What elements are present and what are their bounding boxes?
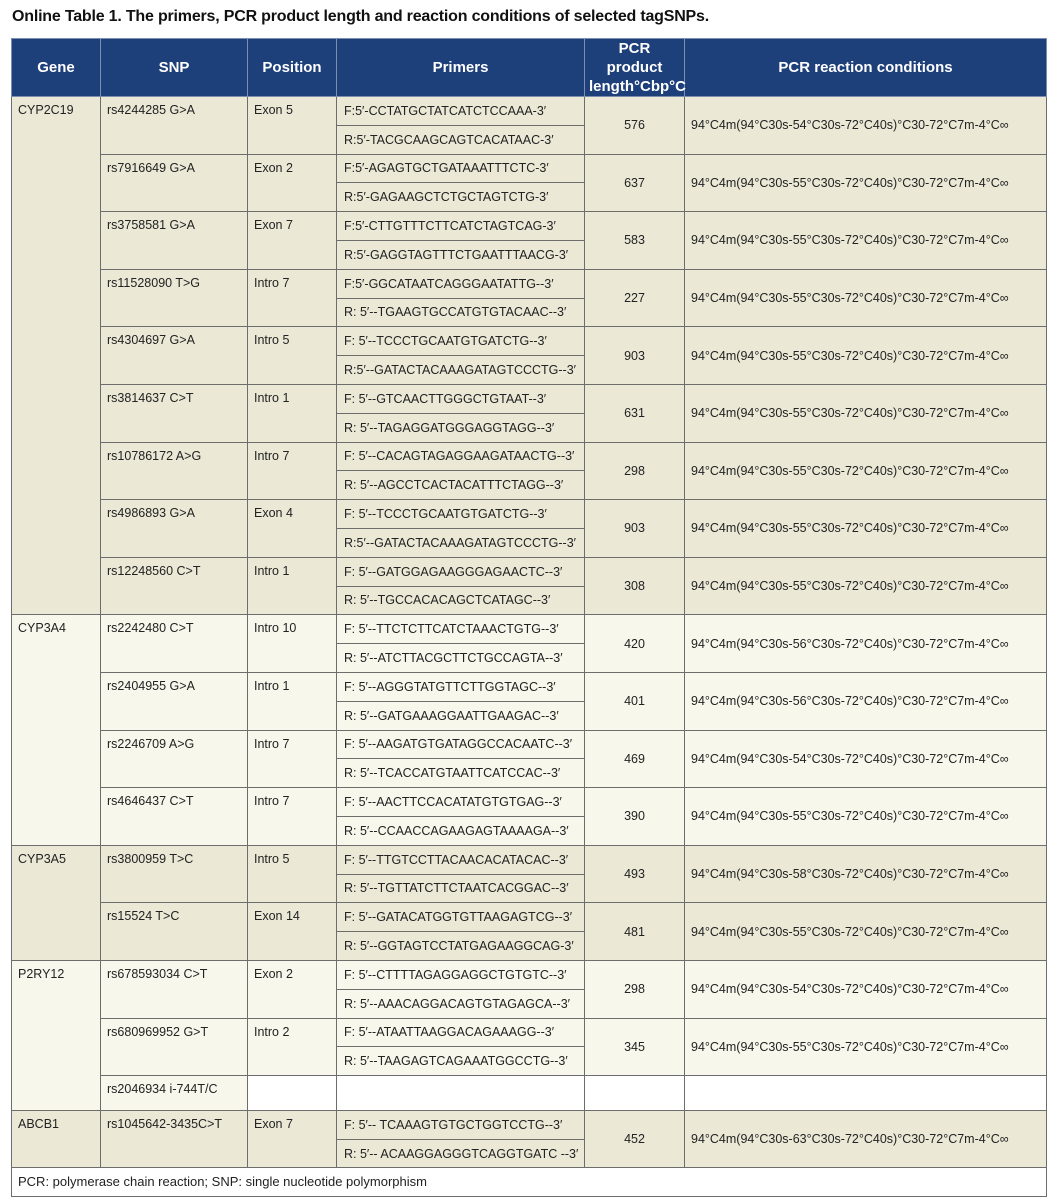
length-cell: 452 xyxy=(585,1110,685,1168)
length-cell: 345 xyxy=(585,1018,685,1076)
position-cell: Exon 7 xyxy=(248,212,337,270)
forward-primer-cell: F: 5′--TTGTCCTTACAACACATACAC--3′ xyxy=(337,845,585,874)
length-cell: 227 xyxy=(585,269,685,327)
forward-primer-cell: F:5′-CCTATGCTATCATCTCCAAA-3′ xyxy=(337,97,585,126)
conditions-cell: 94°C4m(94°C30s-55°C30s-72°C40s)°C30-72°C7m-4°C∞ xyxy=(685,557,1047,615)
table-row xyxy=(12,557,1047,586)
reverse-primer-cell: R: 5′--TGCCACACAGCTCATAGC--3′ xyxy=(337,586,585,615)
length-cell: 903 xyxy=(585,327,685,385)
table-title: Online Table 1. The primers, PCR product length and reaction conditions of selected tagSNPs. xyxy=(12,8,709,25)
snp-cell: rs11528090 T>G xyxy=(101,269,248,327)
conditions-cell: 94°C4m(94°C30s-55°C30s-72°C40s)°C30-72°C7m-4°C∞ xyxy=(685,269,1047,327)
snp-cell: rs4244285 G>A xyxy=(101,97,248,155)
reverse-primer-cell: R:5′--GATACTACAAAGATAGTCCCTG--3′ xyxy=(337,356,585,385)
position-cell: Exon 2 xyxy=(248,960,337,1018)
table-row xyxy=(12,903,1047,932)
length-cell: 390 xyxy=(585,788,685,846)
gene-cell: CYP2C19 xyxy=(12,97,101,615)
position-cell: Intro 7 xyxy=(248,269,337,327)
header-primers: Primers xyxy=(337,39,585,97)
table-row xyxy=(12,1110,1047,1139)
reverse-primer-cell: R:5′-GAGGTAGTTTCTGAATTTAACG-3′ xyxy=(337,240,585,269)
length-cell: 481 xyxy=(585,903,685,961)
snp-cell: rs10786172 A>G xyxy=(101,442,248,500)
table-row xyxy=(12,269,1047,298)
table-row xyxy=(12,788,1047,817)
forward-primer-cell: F: 5′--CTTTTAGAGGAGGCTGTGTC--3′ xyxy=(337,960,585,989)
table-row xyxy=(12,615,1047,644)
conditions-cell: 94°C4m(94°C30s-55°C30s-72°C40s)°C30-72°C7m-4°C∞ xyxy=(685,327,1047,385)
table-row xyxy=(12,384,1047,413)
position-cell: Intro 1 xyxy=(248,672,337,730)
length-cell: 298 xyxy=(585,442,685,500)
table-row xyxy=(12,154,1047,183)
position-cell: Intro 7 xyxy=(248,788,337,846)
header-position: Position xyxy=(248,39,337,97)
length-cell: 298 xyxy=(585,960,685,1018)
snp-cell: rs680969952 G>T xyxy=(101,1018,248,1076)
forward-primer-cell: F: 5′--TCCCTGCAATGTGATCTG--3′ xyxy=(337,327,585,356)
table-row xyxy=(12,500,1047,529)
length-cell: 637 xyxy=(585,154,685,212)
snp-cell: rs15524 T>C xyxy=(101,903,248,961)
position-cell: Exon 5 xyxy=(248,97,337,155)
snp-cell: rs7916649 G>A xyxy=(101,154,248,212)
table-row xyxy=(12,212,1047,241)
snp-cell: rs3800959 T>C xyxy=(101,845,248,903)
forward-primer-cell: F:5′-AGAGTGCTGATAAATTTCTC-3′ xyxy=(337,154,585,183)
forward-primer-cell: F: 5′--TTCTCTTCATCTAAACTGTG--3′ xyxy=(337,615,585,644)
snp-cell: rs2404955 G>A xyxy=(101,672,248,730)
snp-cell: rs678593034 C>T xyxy=(101,960,248,1018)
position-cell: Exon 14 xyxy=(248,903,337,961)
position-cell: Intro 10 xyxy=(248,615,337,673)
table-row xyxy=(12,845,1047,874)
position-cell: Intro 7 xyxy=(248,730,337,788)
gene-cell: P2RY12 xyxy=(12,960,101,1110)
position-cell: Exon 7 xyxy=(248,1110,337,1168)
footnote: PCR: polymerase chain reaction; SNP: single nucleotide polymorphism xyxy=(12,1168,1047,1197)
length-cell: 583 xyxy=(585,212,685,270)
snp-cell: rs2246709 A>G xyxy=(101,730,248,788)
conditions-cell: 94°C4m(94°C30s-55°C30s-72°C40s)°C30-72°C7m-4°C∞ xyxy=(685,788,1047,846)
forward-primer-cell: F: 5′--GATGGAGAAGGGAGAACTC--3′ xyxy=(337,557,585,586)
table-row xyxy=(12,442,1047,471)
header-pcr-conditions: PCR reaction conditions xyxy=(685,39,1047,97)
conditions-cell: 94°C4m(94°C30s-56°C30s-72°C40s)°C30-72°C7m-4°C∞ xyxy=(685,672,1047,730)
length-cell: 420 xyxy=(585,615,685,673)
reverse-primer-cell: R: 5′--CCAACCAGAAGAGTAAAAGA--3′ xyxy=(337,816,585,845)
reverse-primer-cell: R: 5′-- ACAAGGAGGGTCAGGTGATC --3′ xyxy=(337,1139,585,1168)
position-cell: Intro 1 xyxy=(248,557,337,615)
position-cell: Intro 5 xyxy=(248,327,337,385)
forward-primer-cell: F: 5′--GTCAACTTGGGCTGTAAT--3′ xyxy=(337,384,585,413)
reverse-primer-cell: R: 5′--TGAAGTGCCATGTGTACAAC--3′ xyxy=(337,298,585,327)
conditions-cell: 94°C4m(94°C30s-56°C30s-72°C40s)°C30-72°C7m-4°C∞ xyxy=(685,615,1047,673)
footnote-row xyxy=(12,1168,1047,1197)
forward-primer-cell: F: 5′--AACTTCCACATATGTGTGAG--3′ xyxy=(337,788,585,817)
reverse-primer-cell: R: 5′--TCACCATGTAATTCATCCAC--3′ xyxy=(337,759,585,788)
reverse-primer-cell: R: 5′--TAGAGGATGGGAGGTAGG--3′ xyxy=(337,413,585,442)
table-row xyxy=(12,1076,1047,1111)
primer-table xyxy=(11,38,1047,1197)
length-cell: 576 xyxy=(585,97,685,155)
snp-cell: rs12248560 C>T xyxy=(101,557,248,615)
reverse-primer-cell: R: 5′--TGTTATCTTCTAATCACGGAC--3′ xyxy=(337,874,585,903)
conditions-cell: 94°C4m(94°C30s-63°C30s-72°C40s)°C30-72°C7m-4°C∞ xyxy=(685,1110,1047,1168)
reverse-primer-cell: R: 5′--AAACAGGACAGTGTAGAGCA--3′ xyxy=(337,989,585,1018)
length-cell: 903 xyxy=(585,500,685,558)
forward-primer-cell: F: 5′--ATAATTAAGGACAGAAAGG--3′ xyxy=(337,1018,585,1047)
conditions-cell: 94°C4m(94°C30s-55°C30s-72°C40s)°C30-72°C7m-4°C∞ xyxy=(685,212,1047,270)
reverse-primer-cell: R: 5′--ATCTTACGCTTCTGCCAGTA--3′ xyxy=(337,644,585,673)
conditions-cell: 94°C4m(94°C30s-55°C30s-72°C40s)°C30-72°C7m-4°C∞ xyxy=(685,384,1047,442)
reverse-primer-cell: R: 5′--AGCCTCACTACATTTCTAGG--3′ xyxy=(337,471,585,500)
table-row xyxy=(12,327,1047,356)
snp-cell: rs1045642-3435C>T xyxy=(101,1110,248,1168)
forward-primer-cell: F: 5′-- TCAAAGTGTGCTGGTCCTG--3′ xyxy=(337,1110,585,1139)
table-row xyxy=(12,960,1047,989)
position-cell: Exon 2 xyxy=(248,154,337,212)
snp-cell: rs2046934 i-744T/C xyxy=(101,1076,248,1111)
gene-cell: CYP3A4 xyxy=(12,615,101,845)
snp-cell: rs4304697 G>A xyxy=(101,327,248,385)
position-cell xyxy=(248,1076,337,1111)
snp-cell: rs3758581 G>A xyxy=(101,212,248,270)
position-cell: Intro 2 xyxy=(248,1018,337,1076)
position-cell: Intro 1 xyxy=(248,384,337,442)
reverse-primer-cell: R: 5′--GATGAAAGGAATTGAAGAC--3′ xyxy=(337,701,585,730)
conditions-cell: 94°C4m(94°C30s-55°C30s-72°C40s)°C30-72°C7m-4°C∞ xyxy=(685,442,1047,500)
forward-primer-cell: F: 5′--TCCCTGCAATGTGATCTG--3′ xyxy=(337,500,585,529)
conditions-cell: 94°C4m(94°C30s-55°C30s-72°C40s)°C30-72°C7m-4°C∞ xyxy=(685,500,1047,558)
header-pcr-length: PCR product length°Cbp°C xyxy=(585,39,685,97)
table-row xyxy=(12,1018,1047,1047)
forward-primer-cell: F: 5′--GATACATGGTGTTAAGAGTCG--3′ xyxy=(337,903,585,932)
position-cell: Intro 7 xyxy=(248,442,337,500)
conditions-cell: 94°C4m(94°C30s-54°C30s-72°C40s)°C30-72°C7m-4°C∞ xyxy=(685,730,1047,788)
conditions-cell: 94°C4m(94°C30s-55°C30s-72°C40s)°C30-72°C7m-4°C∞ xyxy=(685,903,1047,961)
table-row xyxy=(12,97,1047,126)
snp-cell: rs4646437 C>T xyxy=(101,788,248,846)
snp-cell: rs2242480 C>T xyxy=(101,615,248,673)
length-cell: 401 xyxy=(585,672,685,730)
length-cell: 308 xyxy=(585,557,685,615)
reverse-primer-cell: R: 5′--GGTAGTCCTATGAGAAGGCAG-3′ xyxy=(337,932,585,961)
gene-cell: CYP3A5 xyxy=(12,845,101,960)
length-cell: 469 xyxy=(585,730,685,788)
conditions-cell: 94°C4m(94°C30s-55°C30s-72°C40s)°C30-72°C7m-4°C∞ xyxy=(685,1018,1047,1076)
position-cell: Exon 4 xyxy=(248,500,337,558)
forward-primer-cell: F:5′-GGCATAATCAGGGAATATTG--3′ xyxy=(337,269,585,298)
length-cell: 631 xyxy=(585,384,685,442)
forward-primer-cell: F: 5′--AAGATGTGATAGGCCACAATC--3′ xyxy=(337,730,585,759)
conditions-cell: 94°C4m(94°C30s-54°C30s-72°C40s)°C30-72°C7m-4°C∞ xyxy=(685,97,1047,155)
conditions-cell: 94°C4m(94°C30s-58°C30s-72°C40s)°C30-72°C7m-4°C∞ xyxy=(685,845,1047,903)
gene-cell: ABCB1 xyxy=(12,1110,101,1168)
conditions-cell: 94°C4m(94°C30s-55°C30s-72°C40s)°C30-72°C7m-4°C∞ xyxy=(685,154,1047,212)
length-cell xyxy=(585,1076,685,1111)
primer-cell xyxy=(337,1076,585,1111)
snp-cell: rs4986893 G>A xyxy=(101,500,248,558)
header-row xyxy=(12,39,1047,97)
table-body xyxy=(12,97,1047,1168)
length-cell: 493 xyxy=(585,845,685,903)
forward-primer-cell: F:5′-CTTGTTTCTTCATCTAGTCAG-3′ xyxy=(337,212,585,241)
conditions-cell: 94°C4m(94°C30s-54°C30s-72°C40s)°C30-72°C7m-4°C∞ xyxy=(685,960,1047,1018)
header-snp: SNP xyxy=(101,39,248,97)
reverse-primer-cell: R: 5′--TAAGAGTCAGAAATGGCCTG--3′ xyxy=(337,1047,585,1076)
table-row xyxy=(12,730,1047,759)
position-cell: Intro 5 xyxy=(248,845,337,903)
conditions-cell xyxy=(685,1076,1047,1111)
forward-primer-cell: F: 5′--AGGGTATGTTCTTGGTAGC--3′ xyxy=(337,672,585,701)
snp-cell: rs3814637 C>T xyxy=(101,384,248,442)
forward-primer-cell: F: 5′--CACAGTAGAGGAAGATAACTG--3′ xyxy=(337,442,585,471)
reverse-primer-cell: R:5′-TACGCAAGCAGTCACATAAC-3′ xyxy=(337,125,585,154)
reverse-primer-cell: R:5′-GAGAAGCTCTGCTAGTCTG-3′ xyxy=(337,183,585,212)
reverse-primer-cell: R:5′--GATACTACAAAGATAGTCCCTG--3′ xyxy=(337,528,585,557)
header-gene: Gene xyxy=(12,39,101,97)
table-row xyxy=(12,672,1047,701)
